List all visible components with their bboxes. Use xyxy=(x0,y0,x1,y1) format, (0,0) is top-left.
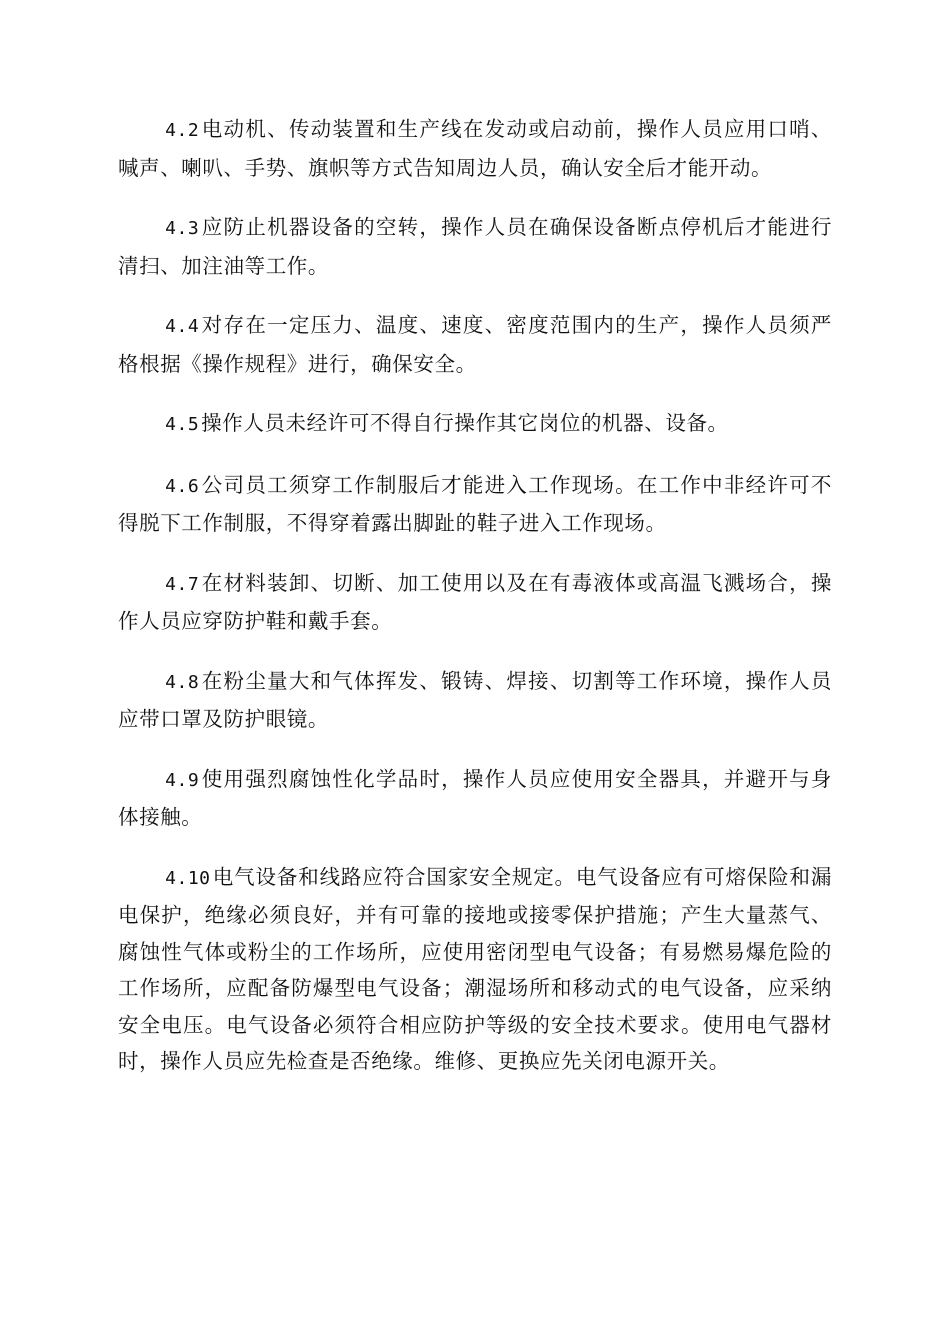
clause-text: 对存在一定压力、温度、速度、密度范围内的生产，操作人员须严格根据《操作规程》进行，确保安全。 xyxy=(118,313,832,376)
clause-number: 4.5 xyxy=(165,414,200,435)
clause-number: 4.8 xyxy=(165,671,200,693)
paragraph-4-8 xyxy=(118,663,832,738)
clause-text: 电气设备和线路应符合国家安全规定。电气设备应有可熔保险和漏电保护，绝缘必须良好，并有可靠的接地或接零保护措施；产生大量蒸气、腐蚀性气体或粉尘的工作场所，应使用密闭型电气设备；有易燃易爆危险的工作场所，应配备防爆型电气设备；潮湿场所和移动式的电气设备，应采纳安全电压。电气设备必须符合相应防护等级的安全技术要求。使用电气器材时，操作人员应先检查是否绝缘。维修、更换应先关闭电源开关。 xyxy=(118,864,832,1073)
paragraph-4-4 xyxy=(118,307,832,382)
document-body xyxy=(118,111,832,1103)
clause-text: 在材料装卸、切断、加工使用以及在有毒液体或高温飞溅场合，操作人员应穿防护鞋和戴手套。 xyxy=(118,570,832,633)
clause-number: 4.9 xyxy=(165,769,200,791)
paragraph-4-6 xyxy=(118,467,832,542)
clause-number: 4.4 xyxy=(165,316,200,337)
clause-number: 4.6 xyxy=(165,475,200,497)
paragraph-4-7 xyxy=(118,565,832,640)
clause-number: 4.2 xyxy=(165,120,200,141)
clause-text: 公司员工须穿工作制服后才能进入工作现场。在工作中非经许可不得脱下工作制服，不得穿着露出脚趾的鞋子进入工作现场。 xyxy=(118,472,832,535)
clause-text: 操作人员未经许可不得自行操作其它岗位的机器、设备。 xyxy=(201,411,729,435)
clause-text: 使用强烈腐蚀性化学品时，操作人员应使用安全器具，并避开与身体接触。 xyxy=(118,766,832,829)
clause-text: 电动机、传动装置和生产线在发动或启动前，操作人员应用口哨、喊声、喇叭、手势、旗帜等方式告知周边人员，确认安全后才能开动。 xyxy=(118,117,832,180)
clause-text: 在粉尘量大和气体挥发、锻铸、焊接、切割等工作环境，操作人员应带口罩及防护眼镜。 xyxy=(118,668,832,731)
paragraph-4-9 xyxy=(118,761,832,836)
paragraph-4-2 xyxy=(118,111,832,186)
paragraph-4-10 xyxy=(118,859,832,1080)
paragraph-4-3 xyxy=(118,209,832,284)
clause-number: 4.7 xyxy=(165,573,200,595)
clause-number: 4.3 xyxy=(165,218,200,239)
clause-text: 应防止机器设备的空转，操作人员在确保设备断点停机后才能进行清扫、加注油等工作。 xyxy=(118,215,832,278)
clause-number: 4.10 xyxy=(165,867,211,889)
paragraph-4-5 xyxy=(118,405,832,444)
